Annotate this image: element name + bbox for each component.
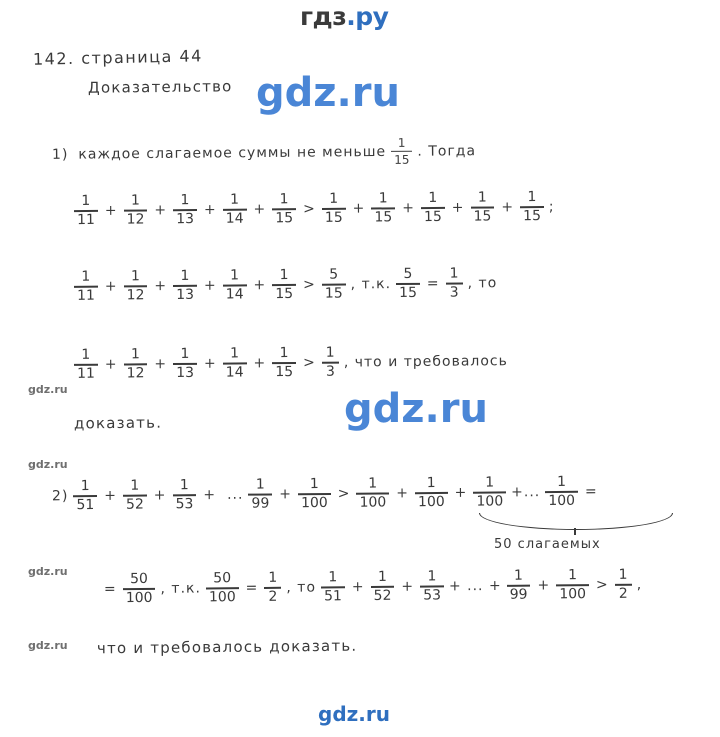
fraction: $\frac{1}{15}$	[272, 192, 296, 226]
greater-than-sign: >	[303, 276, 315, 293]
equals-sign: =	[103, 581, 116, 598]
fraction: $\frac{1}{100}$	[356, 476, 389, 510]
proof-conclusion-2: что и требовалось доказать.	[96, 636, 358, 658]
fraction: $\frac{1}{53}$	[420, 569, 444, 603]
part2-label: 2)	[51, 488, 69, 505]
equation-row-3	[74, 344, 513, 382]
greater-than-sign: >	[595, 576, 608, 593]
fraction: $\frac{1}{51}$	[73, 479, 97, 513]
fraction: $\frac{1}{3}$	[445, 266, 462, 300]
plus-sign: +	[203, 277, 216, 294]
part1-tail: . Тогда	[417, 142, 477, 160]
site-logo-suffix: .ру	[346, 2, 389, 31]
site-logo-main: гдз	[300, 2, 347, 31]
row1-end: ;	[548, 198, 555, 215]
watermark-left-4: gdz.ru	[28, 639, 68, 652]
task-number: 142. страница 44	[32, 46, 203, 69]
plus-sign: +	[402, 200, 415, 217]
watermark-top: gdz.ru	[256, 70, 400, 116]
watermark-left-1: gdz.ru	[28, 383, 68, 396]
row2-because: , т.к.	[350, 275, 392, 293]
plus-sign: +	[154, 355, 167, 373]
fraction: $\frac{1}{15}$	[421, 191, 445, 225]
plus-sign: +	[203, 486, 216, 503]
plus-sign: +	[203, 355, 216, 372]
fraction: $\frac{1}{11}$	[74, 348, 98, 382]
proof-conclusion-1: доказать.	[73, 413, 163, 433]
plus-sign: +	[253, 277, 266, 294]
plus-sign: +	[253, 355, 266, 372]
brace-label: 50 слагаемых	[494, 537, 601, 552]
plus-sign: +	[104, 202, 117, 219]
equals-sign: =	[584, 483, 597, 500]
watermark-bottom: gdz.ru	[318, 702, 390, 726]
plus-sign: +	[454, 484, 467, 501]
fraction: $\frac{1}{52}$	[370, 570, 394, 604]
plus-sign: +	[154, 202, 167, 219]
row5-then: , то	[286, 579, 317, 596]
equals-sign: =	[426, 275, 439, 292]
fraction: $\frac{1}{13}$	[173, 193, 197, 227]
fraction: $\frac{1}{51}$	[321, 570, 345, 604]
fraction: $\frac{5}{15}$	[322, 267, 346, 301]
fraction: $\frac{1}{99}$	[248, 477, 272, 511]
group-brace-tick	[574, 528, 576, 535]
plus-sign: +	[104, 487, 117, 504]
greater-than-sign: >	[303, 200, 315, 217]
fraction: $\frac{1}{3}$	[322, 346, 339, 380]
watermark-left-3: gdz.ru	[28, 565, 68, 578]
part1-label: 1)	[51, 146, 69, 163]
fraction: $\frac{1}{53}$	[172, 478, 196, 512]
fraction: $\frac{1}{13}$	[173, 269, 197, 303]
equation-row-1	[74, 190, 560, 228]
equation-row-4	[47, 475, 604, 514]
fraction: $\frac{50}{100}$	[123, 572, 156, 606]
plus-sign: +	[104, 278, 117, 295]
fraction: $\frac{1}{11}$	[74, 270, 98, 304]
fraction: $\frac{1}{14}$	[223, 268, 247, 302]
plus-sign: +	[153, 487, 166, 504]
fraction: $\frac{5}{15}$	[396, 267, 420, 301]
fraction: $\frac{1}{99}$	[507, 569, 531, 603]
plus-sign: +	[401, 578, 414, 595]
plus-sign: +	[537, 577, 550, 594]
watermark-middle: gdz.ru	[344, 386, 488, 432]
greater-than-sign: >	[303, 354, 315, 371]
ellipsis: + ... +	[448, 577, 502, 595]
equation-row-5	[97, 568, 647, 607]
row5-because: , т.к.	[160, 580, 201, 597]
ellipsis: ...	[226, 486, 244, 503]
fraction: $\frac{1}{2}$	[264, 571, 281, 605]
fraction: $\frac{1}{2}$	[615, 568, 632, 602]
plus-sign: +	[279, 486, 292, 503]
plus-sign: +	[253, 201, 266, 218]
fraction: $\frac{50}{100}$	[206, 571, 239, 605]
row2-then: , то	[467, 275, 498, 292]
fraction: $\frac{1}{100}$	[415, 476, 448, 510]
part1-text: каждое слагаемое суммы не меньше	[78, 143, 387, 163]
plus-sign: +	[104, 356, 117, 373]
row5-end: ,	[636, 576, 643, 593]
fraction: $\frac{1}{15}$	[371, 191, 395, 225]
plus-sign: +	[351, 578, 364, 596]
fraction-denominator: 15	[394, 152, 410, 167]
plus-sign: +	[203, 201, 216, 218]
row3-tail: , что и требовалось	[343, 353, 508, 371]
fraction: $\frac{1}{15}$	[272, 268, 296, 302]
fraction: $\frac{1}{100}$	[556, 568, 589, 602]
fraction: $\frac{1}{14}$	[223, 193, 247, 227]
fraction: $\frac{1}{13}$	[173, 347, 197, 381]
watermark-left-2: gdz.ru	[28, 458, 68, 471]
fraction: $\frac{1}{11}$	[74, 194, 98, 228]
equation-row-2	[74, 266, 503, 304]
plus-sign: +	[352, 200, 365, 217]
fraction: $\frac{1}{15}$	[470, 190, 494, 224]
fraction: $\frac{1}{15}$	[272, 346, 296, 380]
ellipsis: +...	[511, 484, 541, 501]
fraction: $\frac{1}{15}$	[322, 192, 346, 226]
plus-sign: +	[396, 485, 408, 502]
part1-heading	[47, 136, 481, 169]
proof-label: Доказательство	[87, 77, 233, 97]
part1-fraction	[391, 137, 413, 167]
fraction: $\frac{1}{52}$	[123, 479, 147, 513]
fraction: $\frac{1}{14}$	[223, 346, 247, 380]
fraction: $\frac{1}{12}$	[123, 347, 147, 381]
plus-sign: +	[451, 199, 464, 216]
site-logo[interactable]	[300, 2, 388, 31]
plus-sign: +	[501, 199, 514, 216]
equals-sign: =	[245, 579, 258, 596]
fraction: $\frac{1}{15}$	[520, 190, 544, 224]
fraction-numerator: 1	[397, 135, 406, 150]
fraction: $\frac{1}{12}$	[123, 193, 147, 227]
fraction: $\frac{1}{100}$	[545, 475, 578, 509]
group-brace	[479, 513, 673, 530]
fraction: $\frac{1}{12}$	[123, 269, 147, 303]
greater-than-sign: >	[337, 485, 350, 502]
fraction: $\frac{1}{100}$	[298, 477, 331, 511]
fraction: $\frac{1}{100}$	[473, 475, 506, 509]
plus-sign: +	[154, 277, 167, 295]
